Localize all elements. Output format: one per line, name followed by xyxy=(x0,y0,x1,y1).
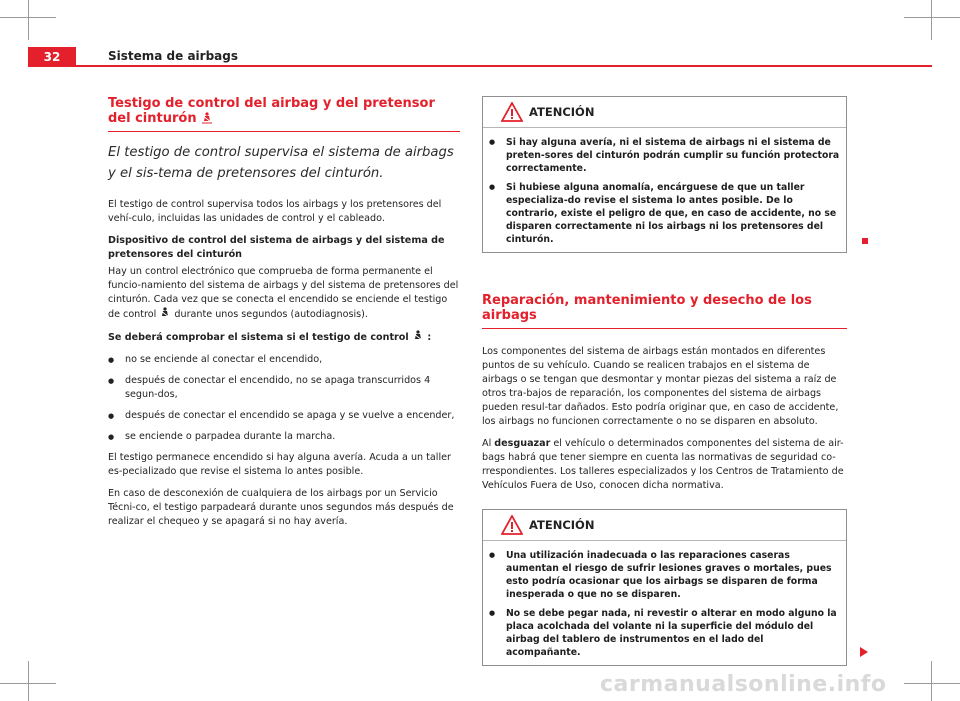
section-title-repair: Reparación, mantenimiento y desecho de los airbags xyxy=(482,293,847,329)
warning-triangle-icon xyxy=(501,515,523,535)
continue-arrow-icon xyxy=(860,647,868,657)
warning-item: ● Si hay alguna avería, ni el sistema de airbags ni el sistema de preten-sores del cinturón podrán cumplir su función protectora correctamente. xyxy=(489,136,840,175)
watermark: carmanualsonline.info xyxy=(600,672,887,697)
lead-paragraph: El testigo de control supervisa el sistema de airbags y el sis-tema de pretensores del cinturón. xyxy=(108,145,454,181)
crop-mark xyxy=(28,661,29,701)
check-heading: Se deberá comprobar el sistema si el testigo de control : xyxy=(108,332,432,343)
left-column xyxy=(108,96,460,537)
warning-item: ● Si hubiese alguna anomalía, encárguese de que un taller especializa-do revise el sistema lo antes posible. De lo contrario, existe el peligro de que, en caso de accidente, no se disparen correctamente ni los airbags ni los pretensores del cinturón. xyxy=(489,181,840,246)
airbag-belt-icon xyxy=(159,307,171,319)
subheading: Dispositivo de control del sistema de airbags y del sistema de pretensores del cinturón xyxy=(108,235,445,260)
right-column xyxy=(482,96,847,666)
warning-item: ● Una utilización inadecuada o las reparaciones caseras aumentan el riesgo de sufrir lesiones graves o mortales, pues esto podría ocasionar que los airbags se disparen de forma inesperada o que no se disparen. xyxy=(489,549,840,601)
list-item: ● después de conectar el encendido, no se apaga transcurridos 4 segun-dos, xyxy=(108,374,460,402)
warning-header xyxy=(483,510,846,541)
crop-mark xyxy=(931,661,932,701)
crop-mark xyxy=(904,683,960,684)
warning-box xyxy=(482,509,847,666)
warning-box xyxy=(482,96,847,253)
emphasis-term: desguazar xyxy=(494,438,551,449)
warning-item: ● No se debe pegar nada, ni revestir o alterar en modo alguno la placa acolchada del volante ni la superficie del módulo del airbag del tablero de instrumentos en el lado del acompañante. xyxy=(489,607,840,659)
body-paragraph: Hay un control electrónico que comprueba de forma permanente el funcio-namiento del sistema de airbags y del sistema de pretensores del cinturón. Cada vez que se conecta el encendido se enciende el testigo de control durante unos segundos (autodiagnosis). xyxy=(108,266,459,320)
warning-title: ATENCIÓN xyxy=(529,518,595,532)
crop-mark xyxy=(28,0,29,40)
list-item: ● se enciende o parpadea durante la marcha. xyxy=(108,430,460,444)
end-of-section-marker xyxy=(862,238,868,244)
body-paragraph: El testigo permanece encendido si hay alguna avería. Acuda a un taller es-pecializado que revise el sistema lo antes posible. xyxy=(108,452,451,477)
list-item: ● no se enciende al conectar el encendido, xyxy=(108,353,460,367)
airbag-belt-icon xyxy=(412,330,424,342)
section-title-warning-lamp: Testigo de control del airbag y del pretensor del cinturón xyxy=(108,96,460,132)
crop-mark xyxy=(931,0,932,40)
warning-triangle-icon xyxy=(501,102,523,122)
body-paragraph: Los componentes del sistema de airbags están montados en diferentes puntos de su vehículo. Cuando se realicen trabajos en el sistema de airbags o se tengan que desmontar y montar piezas del sistema a raíz de otros tra-bajos de reparación, los componentes del sistema de airbags pueden resul-tar dañados. Esto podría originar que, en caso de accidente, los airbags no funcionen correctamente o no se disparen en absoluto. xyxy=(482,346,839,427)
header-rule xyxy=(76,65,932,67)
chapter-title: Sistema de airbags xyxy=(108,49,239,63)
warning-header xyxy=(483,97,846,128)
body-paragraph: En caso de desconexión de cualquiera de los airbags por un Servicio Técni-co, el testigo parpadeará durante unos segundos más después de realizar el chequeo y se apagará si no hay avería. xyxy=(108,488,454,527)
list-item: ● después de conectar el encendido se apaga y se vuelve a encender, xyxy=(108,409,460,423)
airbag-belt-icon xyxy=(201,112,213,124)
page-number: 32 xyxy=(28,47,76,67)
warning-title: ATENCIÓN xyxy=(529,105,595,119)
body-paragraph: El testigo de control supervisa todos los airbags y los pretensores del vehí-culo, incluidas las unidades de control y el cableado. xyxy=(108,199,442,224)
body-paragraph: Al desguazar el vehículo o determinados componentes del sistema de air-bags habrá que tener siempre en cuenta las normativas de seguridad co-rrespondientes. Los talleres especializados y los Centros de Tratamiento de Vehículos Fuera de Uso, conocen dicha normativa. xyxy=(482,438,844,491)
crop-mark xyxy=(904,17,960,18)
page-header xyxy=(28,47,932,67)
